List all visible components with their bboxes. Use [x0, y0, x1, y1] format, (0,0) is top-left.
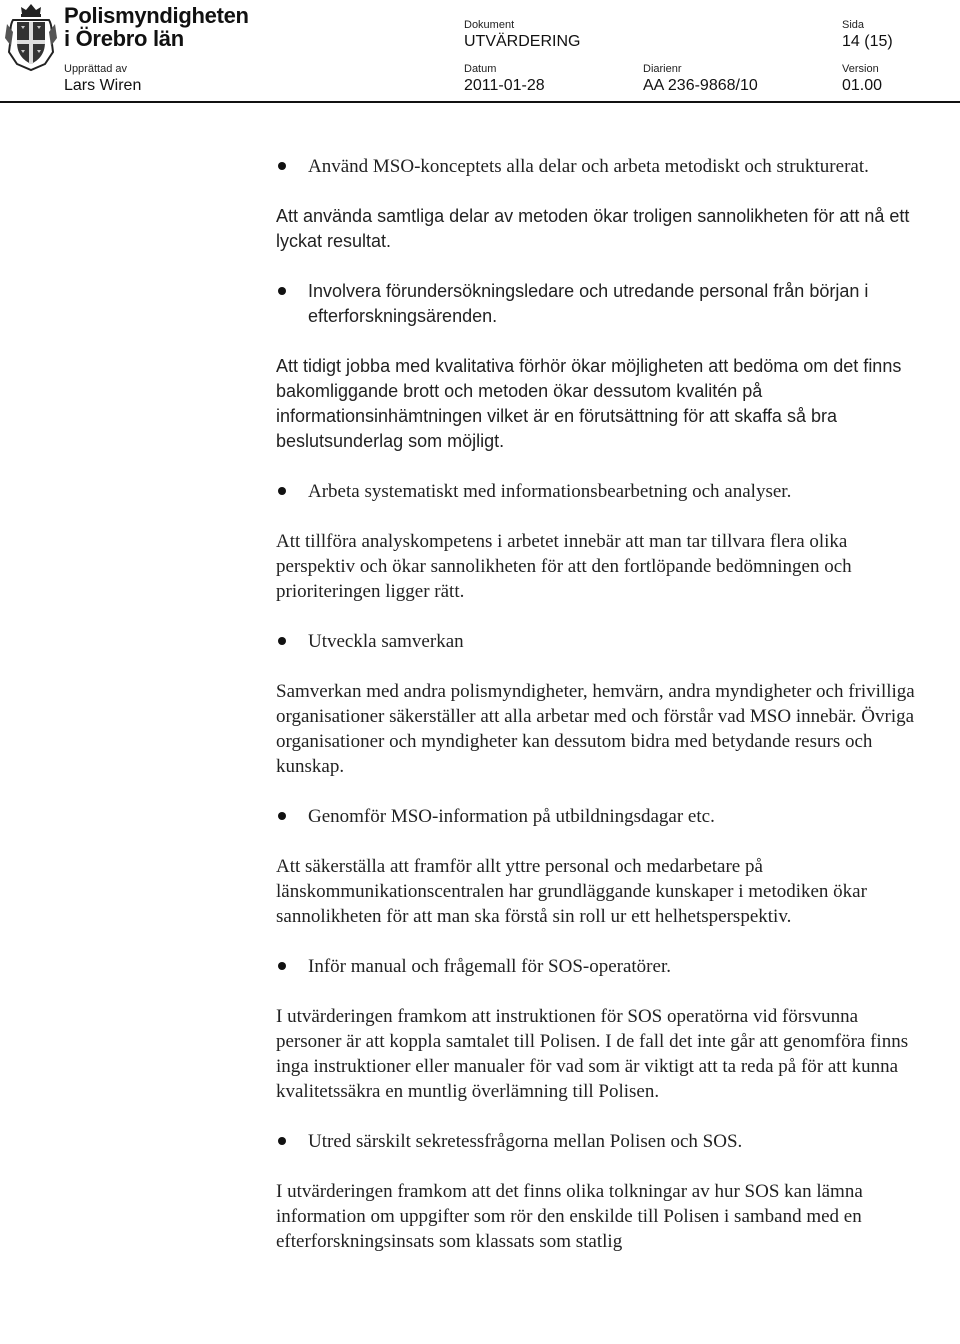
- bullet-icon: [278, 812, 286, 820]
- paragraph: Att använda samtliga delar av metoden ökar troligen sannolikheten för att nå ett lyckat resultat.: [276, 206, 910, 251]
- bullet-text: Inför manual och frågemall för SOS-operatörer.: [308, 956, 671, 977]
- value-upprattad-av: Lars Wiren: [64, 77, 142, 94]
- value-version: 01.00: [842, 77, 883, 94]
- label-sida: Sida: [842, 19, 865, 31]
- paragraph: I utvärderingen framkom att instruktionen för SOS operatörna vid försvunna personer är att koppla samtalet till Polisen. I de fall det inte går att genomföra finns inga instruktioner eller manualer för vad som är viktigt att ta reda på för att kunna kvalitetssäkra en muntlig överlämning till Polisen.: [276, 1006, 909, 1102]
- bullet-item: [276, 629, 916, 654]
- organization-name-line2: i Örebro län: [64, 26, 184, 51]
- bullet-icon: [278, 1137, 286, 1145]
- label-datum: Datum: [464, 63, 497, 75]
- label-version: Version: [842, 63, 879, 75]
- paragraph: Att tidigt jobba med kvalitativa förhör ökar möjligheten att bedöma om det finns bakomliggande brott och metoden ökar dessutom kvalitén på informationsinhämtningen vilket är en förutsättning för att skaffa så bra beslutsunderlag som möjligt.: [276, 356, 902, 451]
- bullet-icon: [278, 287, 286, 295]
- value-sida: 14 (15): [842, 33, 893, 50]
- bullet-text: Utveckla samverkan: [308, 631, 464, 652]
- coat-of-arms-icon: [3, 2, 59, 72]
- bullet-icon: [278, 637, 286, 645]
- paragraph: I utvärderingen framkom att det finns olika tolkningar av hur SOS kan lämna information om uppgifter som rör den enskilde till Polisen i samband med en efterforskningsinsats som klassats som statlig: [276, 1181, 863, 1252]
- bullet-text: Arbeta systematiskt med informationsbearbetning och analyser.: [308, 481, 792, 502]
- bullet-item: [276, 154, 916, 179]
- bullet-text: Använd MSO-konceptets alla delar och arbeta metodiskt och strukturerat.: [308, 156, 869, 177]
- bullet-item: [276, 479, 916, 504]
- bullet-item: [276, 279, 916, 329]
- bullet-text: Genomför MSO-information på utbildningsdagar etc.: [308, 806, 715, 827]
- document-header: [0, 0, 960, 104]
- bullet-icon: [278, 487, 286, 495]
- header-divider: [0, 101, 960, 103]
- bullet-icon: [278, 162, 286, 170]
- paragraph: Att tillföra analyskompetens i arbetet innebär att man tar tillvara flera olika perspektiv och ökar sannolikheten för att den fortlöpande bedömningen och prioriteringen ligger rätt.: [276, 531, 852, 602]
- value-datum: 2011-01-28: [464, 77, 545, 94]
- paragraph: Samverkan med andra polismyndigheter, hemvärn, andra myndigheter och frivilliga organisationer säkerställer att alla arbetar med och förstår vad MSO innebär. Övriga organisationer och myndigheter kan dessutom bidra med betydande resurs och kunskap.: [276, 681, 915, 777]
- organization-name-line1: Polismyndigheten: [64, 3, 249, 28]
- label-diarienr: Diarienr: [643, 63, 682, 75]
- value-dokument: UTVÄRDERING: [464, 33, 581, 50]
- bullet-text: Involvera förundersökningsledare och utredande personal från början i efterforskningsärenden.: [308, 281, 869, 326]
- value-diarienr: AA 236-9868/10: [643, 77, 758, 94]
- bullet-item: [276, 804, 916, 829]
- bullet-icon: [278, 962, 286, 970]
- label-upprattad-av: Upprättad av: [64, 63, 127, 75]
- paragraph: Att säkerställa att framför allt yttre personal och medarbetare på länskommunikationscentralen har grundläggande kunskaper i metodiken ökar sannolikheten för att man ska förstå sin roll ur ett helhetsperspektiv.: [276, 856, 867, 927]
- organization-name: [64, 4, 249, 50]
- document-body: [276, 154, 916, 1254]
- label-dokument: Dokument: [464, 19, 515, 31]
- bullet-text: Utred särskilt sekretessfrågorna mellan Polisen och SOS.: [308, 1131, 743, 1152]
- bullet-item: [276, 954, 916, 979]
- bullet-item: [276, 1129, 916, 1154]
